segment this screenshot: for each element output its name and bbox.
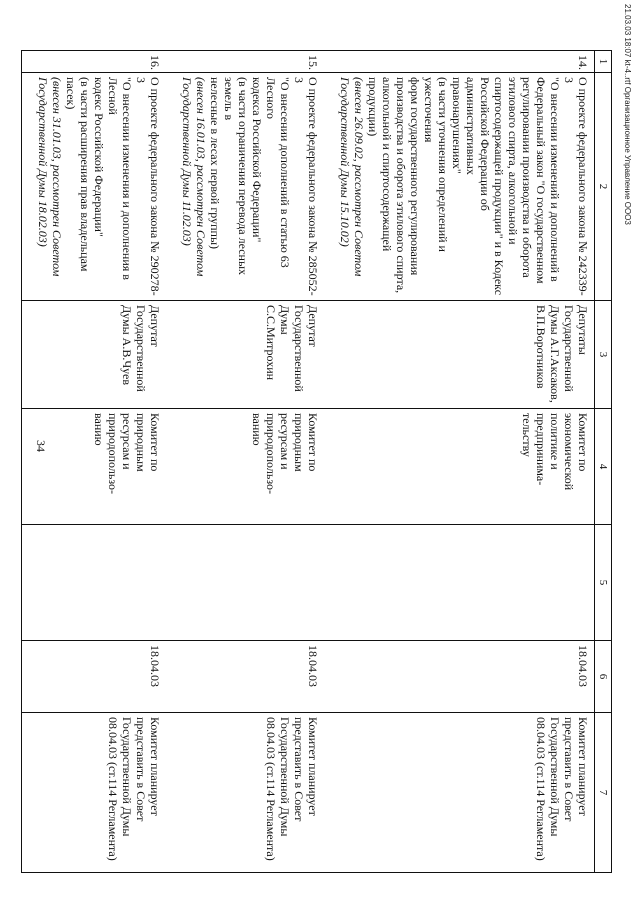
table-row — [324, 51, 595, 873]
bill-title-line: кодекса Российской Федерации" — [250, 77, 264, 243]
bill-description — [166, 73, 324, 301]
column-header: 6 — [595, 641, 612, 713]
bill-title-line: О проекте федерального закона № 285052-3 — [292, 77, 320, 296]
author-cell: Депутат Государственной Думы А.В.Чуев — [22, 301, 167, 409]
bill-note-line: (внесен 16.01.03, рассмотрен Советом — [194, 77, 208, 277]
plan-cell: Комитет планирует представить в Совет Государственной Думы 08.04.03 (ст.114 Регламента) — [22, 713, 167, 873]
bill-note-line: Государственной Думы 11.02.03) — [180, 77, 194, 246]
committee-cell: Комитет по природным ресурсам и природопользо-ванию — [22, 409, 167, 525]
bill-title-line: спиртосодержащей продукции" и в Кодекс — [492, 77, 506, 296]
column-header: 5 — [595, 525, 612, 641]
bill-title-line: нелесные в лесах первой группы) — [208, 77, 222, 249]
plan-cell: Комитет планирует представить в Совет Государственной Думы 08.04.03 (ст.114 Регламента) — [324, 713, 595, 873]
plan-cell: Комитет планирует представить в Совет Государственной Думы 08.04.03 (ст.114 Регламента) — [166, 713, 324, 873]
bill-note-line: Государственной Думы 18.02.03) — [36, 77, 50, 247]
bill-description — [324, 73, 595, 301]
header-row — [595, 51, 612, 873]
column-header: 3 — [595, 301, 612, 409]
column-header: 2 — [595, 73, 612, 301]
bill-title-line: Российской Федерации об административных — [464, 77, 492, 211]
row-number: 15. — [166, 51, 324, 73]
empty-cell — [22, 525, 167, 641]
bill-title-line: форм государственного регулирования — [408, 77, 422, 276]
bill-title-line: этилового спирта, алкогольной и — [506, 77, 520, 245]
table-row — [22, 51, 167, 873]
bill-title-line: О проекте федерального закона № 242339-3 — [562, 77, 590, 296]
bill-title-line: правонарушениях" — [450, 77, 464, 174]
bill-description — [22, 73, 167, 301]
row-number: 16. — [22, 51, 167, 73]
bill-title-line: О проекте федерального закона № 290278-3 — [134, 77, 162, 296]
bill-title-line: "О внесении дополнений в статью 63 Лесного — [264, 77, 292, 268]
date-cell: 18.04.03 — [166, 641, 324, 713]
bill-title-line: "О внесении изменений и дополнений в — [548, 77, 562, 282]
page-number: 34 — [34, 440, 48, 452]
column-header: 4 — [595, 409, 612, 525]
bill-note-line: (внесен 31.01.03, рассмотрен Советом — [50, 77, 64, 277]
bill-note-line: Государственной Думы 15.10.02) — [338, 77, 352, 247]
table-row — [166, 51, 324, 873]
bill-title-line: регулировании производства и оборота — [520, 77, 534, 278]
author-cell: Депутаты Государственной Думы А.Г.Аксаков, В.П.Воротников — [324, 301, 595, 409]
bill-note-line: (внесен 26.09.02, рассмотрен Советом — [352, 77, 366, 277]
footer-text: 21.03.03 18:07 kt-4..rtf Организационное Управление ООО3 — [623, 4, 632, 225]
empty-cell — [166, 525, 324, 641]
bill-title-line: (в части расширения прав владельцам пасек) — [64, 77, 92, 272]
committee-cell: Комитет по природным ресурсам и природопользо-ванию — [166, 409, 324, 525]
bill-title-line: "О внесении изменения и дополнения в Лесной — [106, 77, 134, 280]
bill-title-line: производства и оборота этилового спирта, — [394, 77, 408, 294]
bills-table — [21, 50, 612, 873]
column-header: 7 — [595, 713, 612, 873]
bill-title-line: (в части уточнения определений и ужесточения — [422, 77, 450, 252]
bill-title-line: кодекс Российской Федерации" — [92, 77, 106, 237]
date-cell: 18.04.03 — [22, 641, 167, 713]
bill-title-line: Федеральный закон "О государственном — [534, 77, 548, 284]
author-cell: Депутат Государственной Думы С.С.Митрохин — [166, 301, 324, 409]
column-header: 1 — [595, 51, 612, 73]
committee-cell: Комитет по экономической политике и предпринима-тельству — [324, 409, 595, 525]
bill-title-line: (в части ограничения перевода лесных земель в — [222, 77, 250, 275]
bill-title-line: алкогольной и спиртосодержащей продукции) — [366, 77, 394, 252]
empty-cell — [324, 525, 595, 641]
date-cell: 18.04.03 — [324, 641, 595, 713]
row-number: 14. — [324, 51, 595, 73]
